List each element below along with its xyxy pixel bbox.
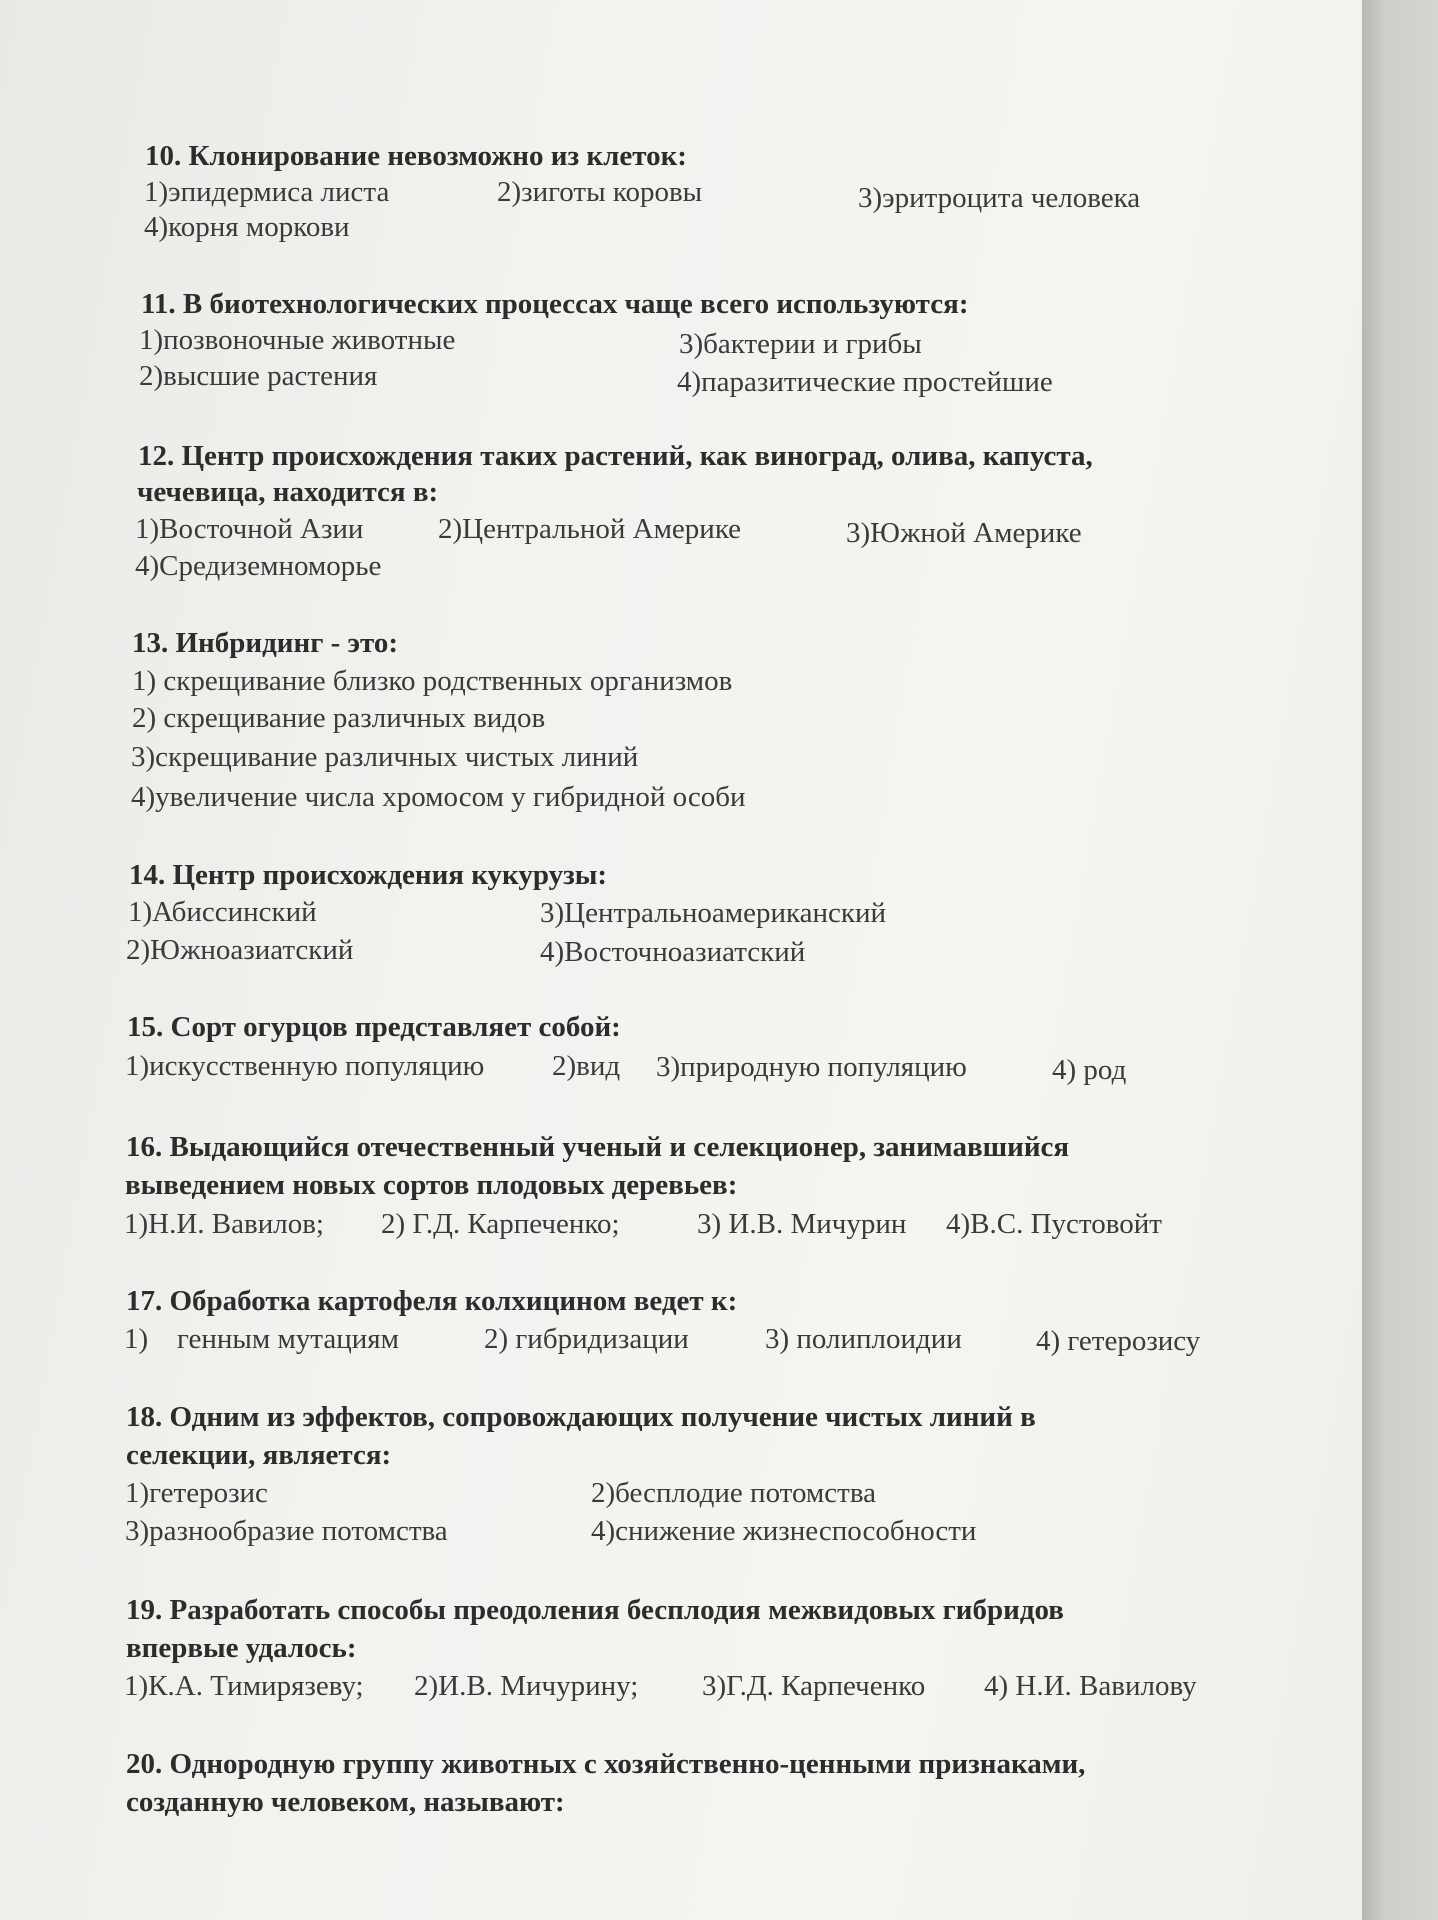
question-16-option-3: 3) И.В. Мичурин <box>697 1208 907 1240</box>
question-15-option-4: 4) род <box>1052 1054 1127 1086</box>
question-15-title: 15. Сорт огурцов представляет собой: <box>127 1011 621 1043</box>
question-12-option-1: 1)Восточной Азии <box>135 513 364 545</box>
question-13-option-4: 4)увеличение числа хромосом у гибридной особи <box>131 781 746 813</box>
question-10-option-4: 4)корня моркови <box>144 211 350 243</box>
question-19-title-line-1: 19. Разработать способы преодоления бесплодия межвидовых гибридов <box>126 1594 1064 1626</box>
question-13-option-1: 1) скрещивание близко родственных организмов <box>132 665 733 697</box>
question-18-title-line-2: селекции, является: <box>126 1439 392 1471</box>
question-11-option-4: 4)паразитические простейшие <box>677 366 1053 398</box>
question-11-option-2: 2)высшие растения <box>139 360 378 392</box>
question-15-option-2: 2)вид <box>552 1050 621 1082</box>
question-17-option-2: 2) гибридизации <box>484 1323 689 1355</box>
question-15-option-1: 1)искусственную популяцию <box>125 1050 485 1082</box>
question-16-title-line-1: 16. Выдающийся отечественный ученый и селекционер, занимавшийся <box>126 1131 1070 1163</box>
question-10-title: 10. Клонирование невозможно из клеток: <box>145 140 687 172</box>
question-20-title-line-1: 20. Однородную группу животных с хозяйственно-ценными признаками, <box>126 1748 1086 1780</box>
question-12-option-3: 3)Южной Америке <box>846 517 1082 549</box>
background-surface <box>1362 0 1438 1920</box>
question-17-title: 17. Обработка картофеля колхицином ведет к: <box>126 1285 738 1317</box>
question-13-option-2: 2) скрещивание различных видов <box>132 702 546 734</box>
question-18-title-line-1: 18. Одним из эффектов, сопровождающих получение чистых линий в <box>126 1401 1036 1433</box>
question-14-option-3: 3)Центральноамериканский <box>540 897 887 929</box>
question-11-title: 11. В биотехнологических процессах чаще всего используются: <box>141 288 969 320</box>
question-19-option-2: 2)И.В. Мичурину; <box>414 1670 639 1702</box>
question-14-option-2: 2)Южноазиатский <box>126 934 354 966</box>
question-18-option-2: 2)бесплодие потомства <box>591 1477 877 1509</box>
question-16-title-line-2: выведением новых сортов плодовых деревьев: <box>125 1169 738 1201</box>
question-16-option-4: 4)В.С. Пустовойт <box>946 1208 1162 1240</box>
question-18-option-3: 3)разнообразие потомства <box>125 1515 448 1547</box>
question-14-option-4: 4)Восточноазиатский <box>540 936 806 968</box>
question-12-option-4: 4)Средиземноморье <box>135 550 382 582</box>
question-14-title: 14. Центр происхождения кукурузы: <box>129 859 608 891</box>
question-17-option-3: 3) полиплоидии <box>765 1323 962 1355</box>
question-19-title-line-2: впервые удалось: <box>126 1632 357 1664</box>
question-15-option-3: 3)природную популяцию <box>656 1051 967 1083</box>
question-13-title: 13. Инбридинг - это: <box>132 627 399 659</box>
question-14-option-1: 1)Абиссинский <box>128 896 317 928</box>
question-16-option-1: 1)Н.И. Вавилов; <box>124 1208 324 1240</box>
question-17-option-1: генным мутациям <box>177 1323 399 1355</box>
question-18-option-1: 1)гетерозис <box>125 1477 268 1509</box>
question-17-option-1-number: 1) <box>124 1323 149 1355</box>
question-12-option-2: 2)Центральной Америке <box>438 513 742 545</box>
question-10-option-2: 2)зиготы коровы <box>497 176 703 208</box>
question-10-option-3: 3)эритроцита человека <box>858 182 1141 214</box>
question-18-option-4: 4)снижение жизнеспособности <box>591 1515 977 1547</box>
question-19-option-4: 4) Н.И. Вавилову <box>984 1670 1197 1702</box>
question-19-option-1: 1)К.А. Тимирязеву; <box>124 1670 364 1702</box>
question-20-title-line-2: созданную человеком, называют: <box>126 1786 565 1818</box>
question-17-option-4: 4) гетерозису <box>1036 1325 1201 1357</box>
question-16-option-2: 2) Г.Д. Карпеченко; <box>381 1208 620 1240</box>
question-11-option-1: 1)позвоночные животные <box>139 324 456 356</box>
question-11-option-3: 3)бактерии и грибы <box>679 328 922 360</box>
question-12-title-line-1: 12. Центр происхождения таких растений, как виноград, олива, капуста, <box>138 440 1093 472</box>
question-12-title-line-2: чечевица, находится в: <box>137 476 439 508</box>
question-10-option-1: 1)эпидермиса листа <box>144 176 390 208</box>
question-19-option-3: 3)Г.Д. Карпеченко <box>702 1670 926 1702</box>
question-13-option-3: 3)скрещивание различных чистых линий <box>131 741 639 773</box>
